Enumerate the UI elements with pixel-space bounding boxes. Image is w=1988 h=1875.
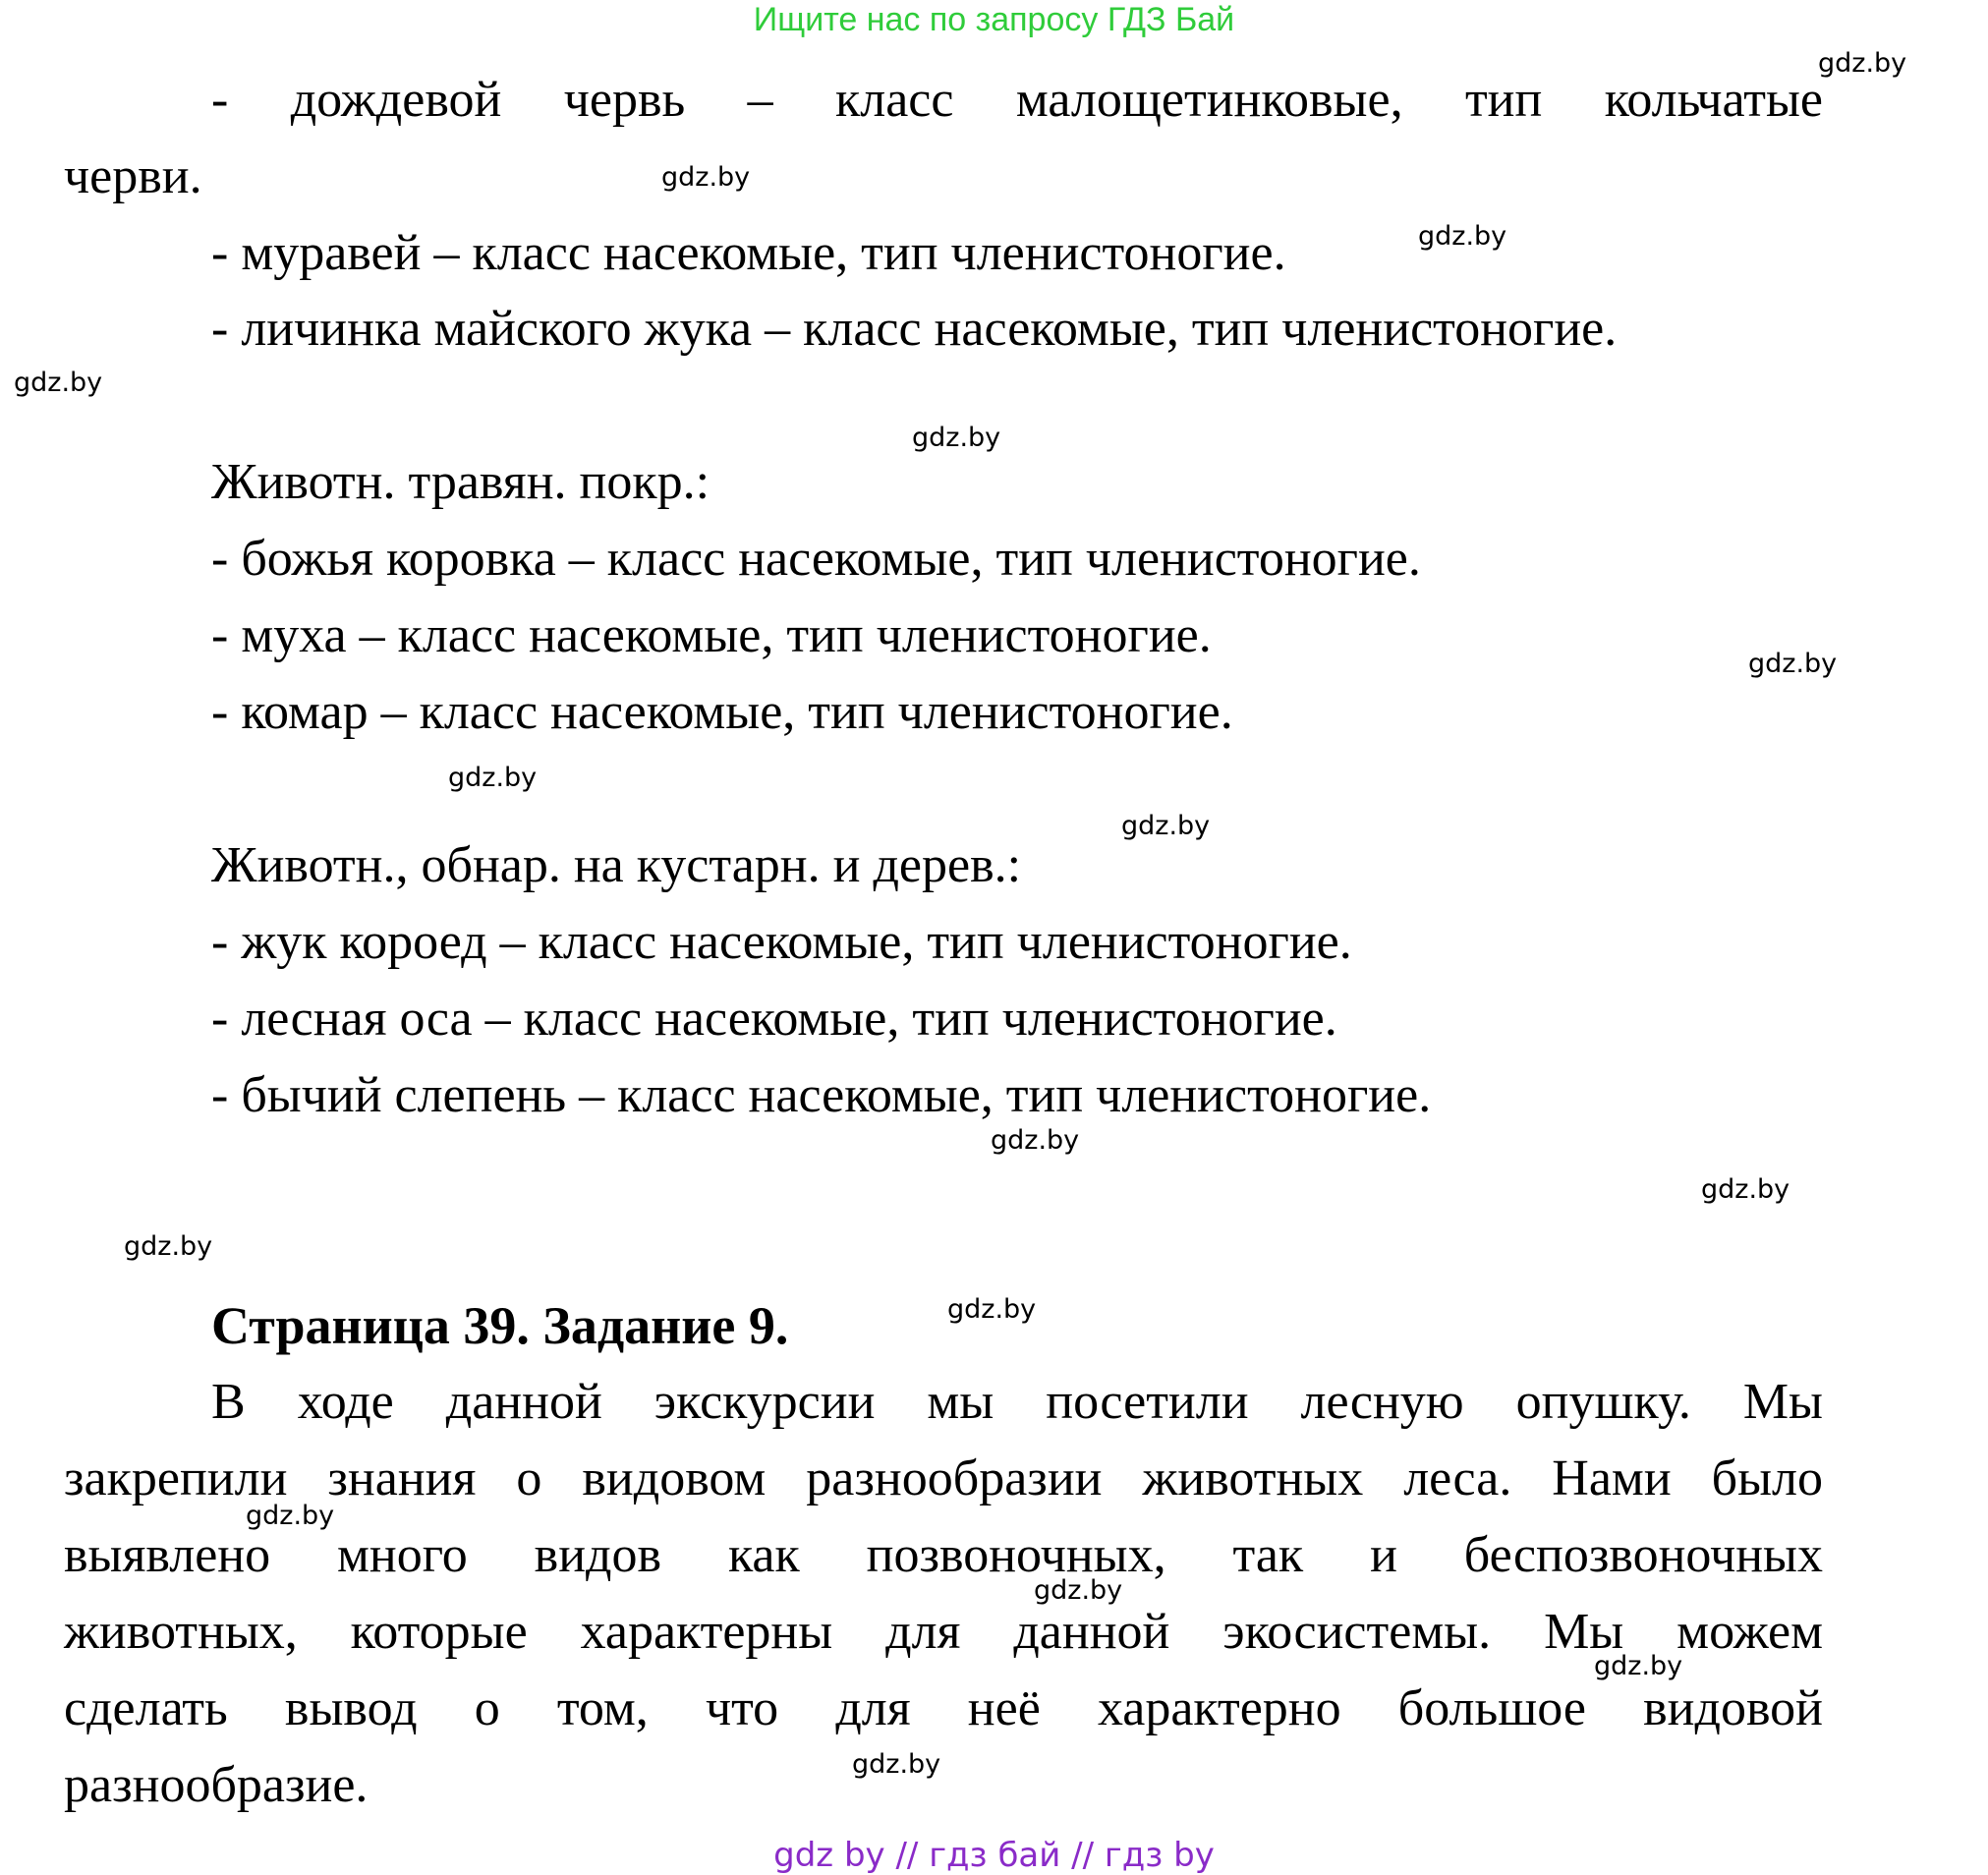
watermark: gdz.by — [912, 423, 1001, 453]
watermark: gdz.by — [448, 763, 538, 793]
watermark: gdz.by — [1748, 649, 1838, 679]
paragraph-line: выявлено много видов как позвоночных, так и беспозвоночных — [64, 1527, 1823, 1583]
watermark: gdz.by — [14, 368, 103, 398]
task-heading: Страница 39. Задание 9. — [211, 1296, 789, 1355]
watermark: gdz.by — [991, 1125, 1080, 1156]
list-item: - жук короед – класс насекомые, тип членистоногие. — [211, 914, 1352, 970]
list-item-continuation: черви. — [64, 148, 202, 204]
paragraph-line: сделать вывод о том, что для неё характерно большое видовой — [64, 1680, 1823, 1736]
watermark: gdz.by — [1034, 1575, 1123, 1606]
paragraph-line: животных, которые характерны для данной экосистемы. Мы можем — [64, 1604, 1823, 1660]
list-item: - божья коровка – класс насекомые, тип членистоногие. — [211, 531, 1421, 587]
list-item: - бычий слепень – класс насекомые, тип членистоногие. — [211, 1067, 1432, 1123]
paragraph-line: разнообразие. — [64, 1757, 369, 1813]
watermark: gdz.by — [1121, 811, 1211, 841]
list-item: - комар – класс насекомые, тип членистоногие. — [211, 684, 1233, 740]
watermark: gdz.by — [947, 1294, 1037, 1325]
watermark: gdz.by — [246, 1501, 335, 1531]
list-item: - личинка майского жука – класс насекомые, тип членистоногие. — [211, 301, 1618, 357]
watermark: gdz.by — [661, 162, 751, 193]
watermark: gdz.by — [1818, 48, 1907, 79]
paragraph-line: закрепили знания о видовом разнообразии животных леса. Нами было — [64, 1450, 1823, 1506]
paragraph-line: В ходе данной экскурсии мы посетили лесную опушку. Мы — [211, 1374, 1823, 1430]
list-item: - муха – класс насекомые, тип членистоногие. — [211, 607, 1212, 663]
watermark: gdz.by — [124, 1231, 213, 1262]
list-item: - лесная оса – класс насекомые, тип членистоногие. — [211, 991, 1337, 1047]
section-title-trees: Животн., обнар. на кустарн. и дерев.: — [211, 837, 1022, 893]
watermark: gdz.by — [1701, 1174, 1790, 1205]
watermark: gdz.by — [1418, 221, 1507, 252]
watermark: gdz.by — [1594, 1651, 1683, 1681]
list-item: - муравей – класс насекомые, тип членистоногие. — [211, 225, 1286, 281]
list-item: - дождевой червь – класс малощетинковые, тип кольчатые — [211, 72, 1823, 128]
watermark: gdz.by — [852, 1749, 941, 1780]
search-banner: Ищите нас по запросу ГДЗ Бай — [753, 1, 1235, 38]
section-title-grass: Животн. травян. покр.: — [211, 454, 710, 510]
footer-links: gdz by // гдз бай // гдз by — [773, 1836, 1215, 1875]
